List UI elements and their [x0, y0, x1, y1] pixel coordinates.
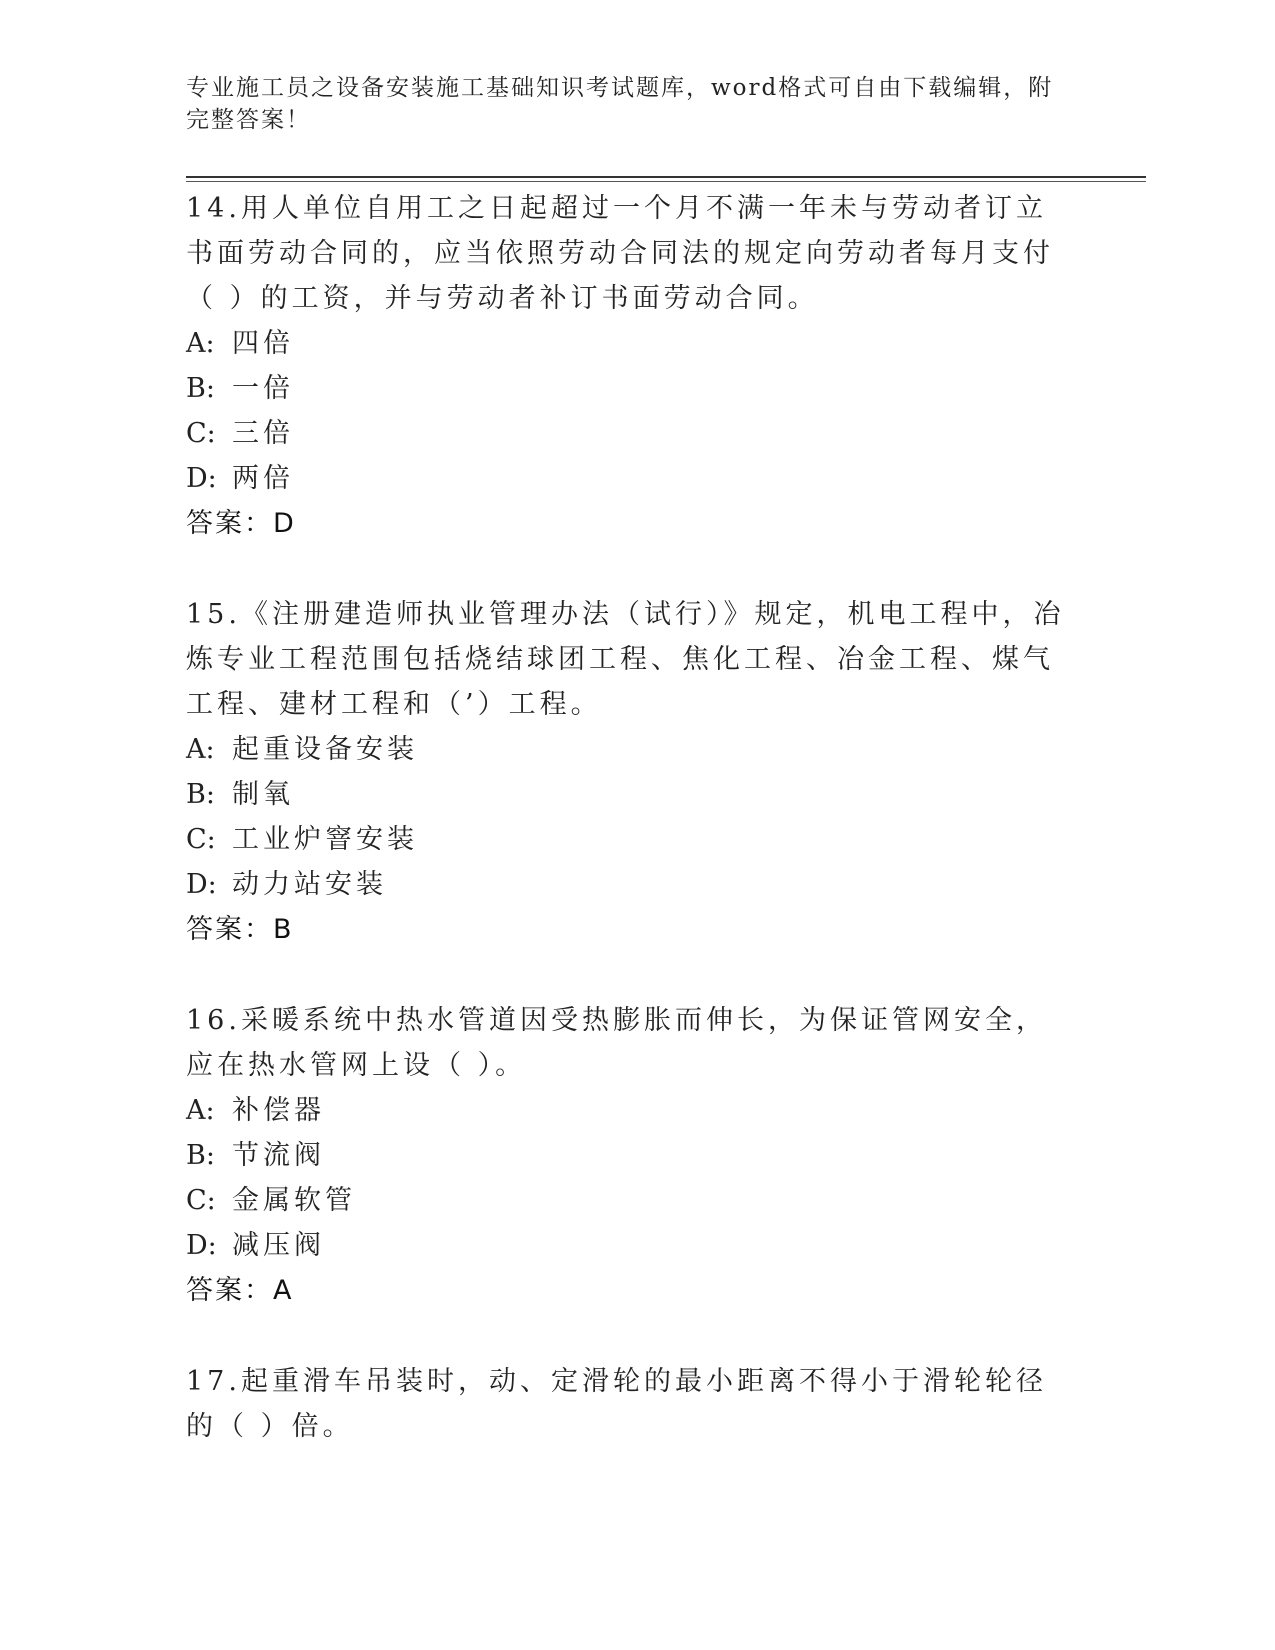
- question-stem: 16.采暖系统中热水管道因受热膨胀而伸长，为保证管网安全，应在热水管网上设（ ）。: [186, 1005, 1047, 1081]
- option-text: 节流阀: [232, 1140, 325, 1171]
- question-stem: 15.《注册建造师执业管理办法（试行）》规定，机电工程中，冶炼专业工程范围包括烧结球团工程、焦化工程、冶金工程、煤气工程、建材工程和（’）工程。: [186, 599, 1065, 720]
- option-b: [186, 772, 1076, 817]
- option-text: 四倍: [232, 328, 294, 359]
- header-divider-thick: [186, 176, 1146, 178]
- option-c: [186, 817, 1076, 862]
- option-letter: D:: [186, 463, 217, 494]
- option-b: [186, 366, 1076, 411]
- option-text: 金属软管: [232, 1185, 356, 1216]
- question-stem: 17.起重滑车吊装时，动、定滑轮的最小距离不得小于滑轮轮径的（ ）倍。: [186, 1366, 1047, 1442]
- header-divider-thin: [186, 181, 1146, 182]
- option-text: 三倍: [232, 418, 294, 449]
- option-letter: C:: [186, 1185, 216, 1216]
- option-letter: A:: [186, 1095, 215, 1126]
- answer-line: 答案：D: [186, 508, 296, 539]
- option-letter: B:: [186, 779, 215, 810]
- option-text: 两倍: [232, 463, 294, 494]
- option-a: [186, 321, 1076, 366]
- option-text: 工业炉窨安装: [232, 824, 418, 855]
- question-15: [186, 592, 1076, 952]
- option-a: [186, 1088, 1076, 1133]
- option-letter: C:: [186, 418, 216, 449]
- answer-line: 答案：B: [186, 914, 294, 945]
- option-letter: B:: [186, 1140, 215, 1171]
- option-letter: B:: [186, 373, 215, 404]
- option-text: 减压阀: [232, 1230, 325, 1261]
- option-b: [186, 1133, 1076, 1178]
- option-c: [186, 1178, 1076, 1223]
- option-c: [186, 411, 1076, 456]
- option-text: 制氧: [232, 779, 294, 810]
- question-16: [186, 998, 1076, 1313]
- option-text: 补偿器: [232, 1095, 325, 1126]
- option-d: [186, 456, 1076, 501]
- option-text: 一倍: [232, 373, 294, 404]
- option-text: 起重设备安装: [232, 734, 418, 765]
- option-letter: D:: [186, 1230, 217, 1261]
- answer-line: 答案：A: [186, 1275, 294, 1306]
- option-a: [186, 727, 1076, 772]
- option-letter: A:: [186, 328, 215, 359]
- question-stem: 14.用人单位自用工之日起超过一个月不满一年未与劳动者订立书面劳动合同的，应当依照劳动合同法的规定向劳动者每月支付（ ）的工资，并与劳动者补订书面劳动合同。: [186, 193, 1054, 314]
- question-17: [186, 1359, 1076, 1449]
- option-d: [186, 862, 1076, 907]
- option-d: [186, 1223, 1076, 1268]
- question-list: [186, 186, 1076, 1495]
- option-letter: D:: [186, 869, 217, 900]
- question-14: [186, 186, 1076, 546]
- option-text: 动力站安装: [232, 869, 387, 900]
- document-header: 专业施工员之设备安装施工基础知识考试题库，word格式可自由下载编辑，附完整答案！: [186, 75, 1054, 133]
- option-letter: A:: [186, 734, 215, 765]
- option-letter: C:: [186, 824, 216, 855]
